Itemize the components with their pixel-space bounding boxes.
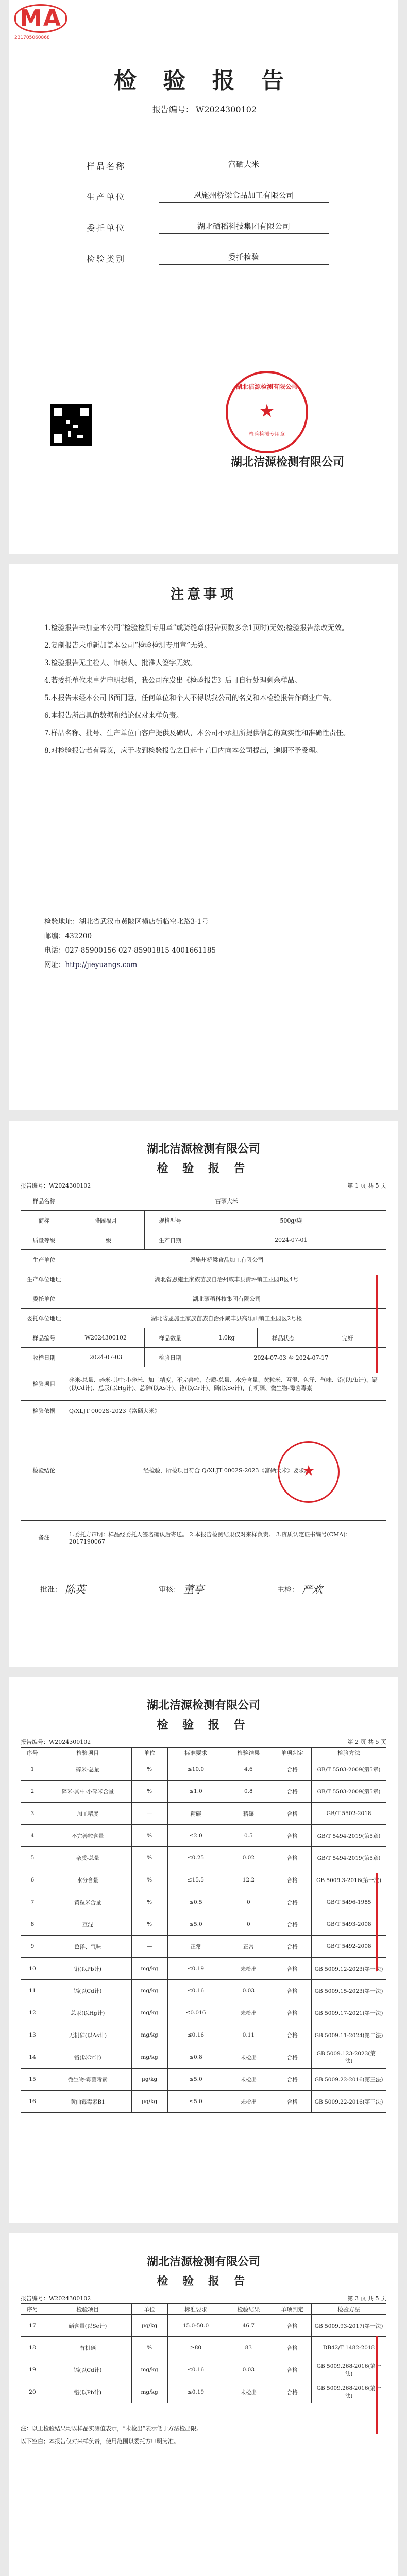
cell-value: 恩施州桥梁食品加工有限公司 bbox=[67, 1250, 386, 1269]
company-name: 湖北洁源检测有限公司 bbox=[146, 1699, 260, 1712]
cell-value: 湖北省恩施土家族苗族自治州咸丰县高乐山镇工业园区2号楼 bbox=[67, 1309, 386, 1328]
review-signature: 董亭 bbox=[183, 1583, 204, 1596]
web-label: 网址： bbox=[44, 961, 65, 969]
col-header: 检验结果 bbox=[224, 1748, 273, 1758]
table-row bbox=[21, 2024, 386, 2046]
cma-number: 231705060868 bbox=[14, 35, 50, 40]
table-cell: % bbox=[131, 1869, 167, 1891]
table-cell: 11 bbox=[21, 1980, 44, 2002]
table-cell: ≤0.16 bbox=[167, 2359, 224, 2381]
table-cell: μg/kg bbox=[131, 2315, 167, 2337]
table-cell: GB/T 5492-2008 bbox=[312, 1936, 386, 1958]
table-cell: GB/T 5502-2018 bbox=[312, 1803, 386, 1825]
table-row bbox=[21, 2046, 386, 2069]
cell-label: 生产单位 bbox=[21, 1250, 67, 1269]
table-cell: ≤1.0 bbox=[167, 1781, 224, 1803]
table-cell: GB 5009.268-2016(第一法) bbox=[312, 2359, 386, 2381]
report-header bbox=[21, 1738, 386, 1746]
note-item: 6.本报告所出具的数据和结论仅对来样负责。 bbox=[44, 711, 183, 720]
table-cell: ≤0.16 bbox=[167, 2024, 224, 2046]
table-cell: GB 5009.123-2023(第一法) bbox=[312, 2046, 386, 2069]
table-cell: % bbox=[131, 1913, 167, 1936]
table-cell: 黄曲霉毒素B1 bbox=[44, 2091, 131, 2113]
report-info-page bbox=[9, 1121, 398, 1667]
table-cell: 合格 bbox=[273, 2381, 312, 2403]
table-cell: 83 bbox=[224, 2337, 273, 2359]
note-item: 7.样品名称、批号、生产单位由客户提供及确认，本公司不承担所提供信息的真实性和准确性责任。 bbox=[44, 729, 350, 737]
phone-label: 电话： bbox=[44, 946, 65, 955]
table-cell: 6 bbox=[21, 1869, 44, 1891]
table-cell: mg/kg bbox=[131, 2002, 167, 2024]
issuer-name: 湖北洁源检测有限公司 bbox=[231, 455, 345, 469]
table-cell: 黄粒米含量 bbox=[44, 1891, 131, 1913]
table-cell: 有机硒 bbox=[44, 2337, 131, 2359]
table-cell: mg/kg bbox=[131, 1980, 167, 2002]
table-cell: GB/T 5503-2009(第5章) bbox=[312, 1781, 386, 1803]
notes-title: 注意事项 bbox=[170, 587, 236, 602]
table-cell: 合格 bbox=[273, 1891, 312, 1913]
conclusion-seal: ★ bbox=[278, 1441, 340, 1503]
table-row bbox=[21, 2091, 386, 2113]
table-cell: GB 5009.12-2023(第一法) bbox=[312, 1958, 386, 1980]
table-cell: 硒含量(以Se计) bbox=[44, 2315, 131, 2337]
table-cell: GB 5009.3-2016(第一法) bbox=[312, 1869, 386, 1891]
report-title: 检 验 报 告 bbox=[157, 1718, 250, 1732]
table-cell: 未检出 bbox=[224, 2046, 273, 2069]
report-number-label: 报告编号： bbox=[152, 105, 194, 114]
table-cell: μg/kg bbox=[131, 2069, 167, 2091]
approve-signature: 陈英 bbox=[65, 1583, 86, 1596]
cell-label: 商标 bbox=[21, 1211, 67, 1230]
table-cell: 12 bbox=[21, 2002, 44, 2024]
table-cell: GB/T 5494-2019(第5章) bbox=[312, 1847, 386, 1869]
table-cell: GB 5009.22-2016(第三法) bbox=[312, 2069, 386, 2091]
cma-logo bbox=[14, 4, 75, 42]
field-producer bbox=[87, 185, 344, 206]
postcode-label: 邮编： bbox=[44, 932, 65, 940]
table-cell: 正常 bbox=[224, 1936, 273, 1958]
table-cell: 杂质-总量 bbox=[44, 1847, 131, 1869]
results-table bbox=[21, 2303, 386, 2403]
col-header: 标准要求 bbox=[167, 1748, 224, 1758]
table-cell: 铅(以Pb计) bbox=[44, 2381, 131, 2403]
table-cell: 合格 bbox=[273, 1781, 312, 1803]
table-cell: 0.11 bbox=[224, 2024, 273, 2046]
table-row bbox=[21, 1847, 386, 1869]
table-cell: 合格 bbox=[273, 1869, 312, 1891]
conclusion-cell bbox=[67, 1420, 386, 1521]
table-cell: % bbox=[131, 1847, 167, 1869]
note-item: 3.检验报告无主检人、审核人、批准人签字无效。 bbox=[44, 659, 197, 667]
table-cell: 正常 bbox=[167, 1936, 224, 1958]
results-remark: 注：以上检验结果均以样品实测值表示，“未检出”表示低于方法检出限。 bbox=[21, 2425, 202, 2432]
table-cell: 0 bbox=[224, 1913, 273, 1936]
table-cell: 合格 bbox=[273, 2046, 312, 2069]
cell-value: 2024-07-01 bbox=[196, 1230, 386, 1250]
table-row bbox=[21, 1958, 386, 1980]
page-number: 第 3 页 共 5 页 bbox=[347, 2295, 386, 2302]
table-cell: 15.0-50.0 bbox=[167, 2315, 224, 2337]
table-cell: mg/kg bbox=[131, 2381, 167, 2403]
table-cell: 9 bbox=[21, 1936, 44, 1958]
table-cell: ≤0.016 bbox=[167, 2002, 224, 2024]
main-label: 主检： bbox=[277, 1586, 299, 1594]
table-cell: GB 5009.22-2016(第三法) bbox=[312, 2091, 386, 2113]
table-cell: 17 bbox=[21, 2315, 44, 2337]
postcode-value: 432200 bbox=[65, 932, 92, 940]
table-cell: 合格 bbox=[273, 1980, 312, 2002]
table-cell: 0 bbox=[224, 1891, 273, 1913]
col-header: 检验项目 bbox=[44, 1748, 131, 1758]
table-cell: 不完善粒含量 bbox=[44, 1825, 131, 1847]
cell-label: 检验依据 bbox=[21, 1401, 67, 1420]
table-cell: ≤0.8 bbox=[167, 2046, 224, 2069]
cell-value: 一级 bbox=[67, 1230, 144, 1250]
table-cell: ≤0.19 bbox=[167, 1958, 224, 1980]
table-cell: 未检出 bbox=[224, 2069, 273, 2091]
table-cell: 8 bbox=[21, 1913, 44, 1936]
table-cell: GB 5009.17-2021(第一法) bbox=[312, 2002, 386, 2024]
table-cell: 未检出 bbox=[224, 2381, 273, 2403]
table-cell: GB 5009.11-2024(第二法) bbox=[312, 2024, 386, 2046]
cell-label: 样品编号 bbox=[21, 1328, 67, 1348]
report-number-value: W2024300102 bbox=[195, 105, 257, 114]
table-row bbox=[21, 1891, 386, 1913]
table-row bbox=[21, 2002, 386, 2024]
table-cell: ≤0.16 bbox=[167, 1980, 224, 2002]
address-value: 湖北省武汉市黄陂区横店街临空北路3-1号 bbox=[79, 918, 209, 926]
report-title: 检 验 报 告 bbox=[157, 1162, 250, 1175]
table-cell: GB 5009.15-2023(第一法) bbox=[312, 1980, 386, 2002]
cell-label: 生产单位地址 bbox=[21, 1269, 67, 1289]
table-cell: 碎米-总量 bbox=[44, 1758, 131, 1781]
table-row bbox=[21, 2359, 386, 2381]
table-row bbox=[21, 1936, 386, 1958]
table-cell: GB 5009.268-2016(第一法) bbox=[312, 2381, 386, 2403]
table-cell: mg/kg bbox=[131, 1958, 167, 1980]
table-cell: % bbox=[131, 1781, 167, 1803]
col-header: 序号 bbox=[21, 2304, 44, 2315]
table-cell: 精碾 bbox=[224, 1803, 273, 1825]
table-cell: mg/kg bbox=[131, 2046, 167, 2069]
note-item: 2.复制报告未重新加盖本公司“检验检测专用章”无效。 bbox=[44, 641, 211, 650]
conclusion-text: 经检验，所检项目符合 Q/XLJT 0002S-2023《富硒大米》要求。 bbox=[143, 1467, 310, 1474]
page-number: 第 1 页 共 5 页 bbox=[347, 1182, 386, 1189]
col-header: 检验方法 bbox=[312, 1748, 386, 1758]
field-sample-name bbox=[87, 155, 344, 175]
table-cell: 0.5 bbox=[224, 1825, 273, 1847]
address-label: 检验地址： bbox=[44, 918, 79, 926]
table-cell: 铬(以Cr计) bbox=[44, 2046, 131, 2069]
table-cell: ≤2.0 bbox=[167, 1825, 224, 1847]
main-signature: 严欢 bbox=[302, 1583, 323, 1596]
table-cell: μg/kg bbox=[131, 2091, 167, 2113]
table-cell: 碎米-其中:小碎米含量 bbox=[44, 1781, 131, 1803]
review-label: 审核： bbox=[159, 1586, 180, 1594]
table-cell: ≤5.0 bbox=[167, 2069, 224, 2091]
cell-label: 质量等级 bbox=[21, 1230, 67, 1250]
cell-label: 检验项目 bbox=[21, 1367, 67, 1401]
cell-value: W2024300102 bbox=[67, 1328, 144, 1348]
side-seal bbox=[376, 1275, 402, 1373]
cell-label: 收样日期 bbox=[21, 1348, 67, 1367]
seal-text: 湖北洁源检测有限公司 bbox=[235, 383, 298, 391]
web-line bbox=[44, 958, 364, 972]
col-header: 序号 bbox=[21, 1748, 44, 1758]
side-seal bbox=[376, 2336, 402, 2434]
table-cell: 12.2 bbox=[224, 1869, 273, 1891]
cell-value: 湖北硒稻科技集团有限公司 bbox=[67, 1289, 386, 1309]
table-row bbox=[21, 1781, 386, 1803]
table-cell: ≤10.0 bbox=[167, 1758, 224, 1781]
cma-mark: MA bbox=[14, 4, 67, 33]
cell-value: 富硒大米 bbox=[67, 1191, 386, 1211]
phone-line bbox=[44, 943, 364, 958]
report-header bbox=[21, 1181, 386, 1190]
cell-label: 委托单位地址 bbox=[21, 1309, 67, 1328]
table-cell: 4.6 bbox=[224, 1758, 273, 1781]
table-cell: 1 bbox=[21, 1758, 44, 1781]
field-value: 恩施州桥梁食品加工有限公司 bbox=[159, 190, 329, 203]
table-header-row bbox=[21, 1748, 386, 1758]
note-item: 1.检验报告未加盖本公司“检验检测专用章”或骑缝章(报告页数多余1页时)无效;检验报告涂改无效。 bbox=[44, 624, 349, 632]
table-cell: 0.03 bbox=[224, 1980, 273, 2002]
table-header-row bbox=[21, 2304, 386, 2315]
col-header: 单项判定 bbox=[273, 2304, 312, 2315]
table-cell: 合格 bbox=[273, 2002, 312, 2024]
table-cell: 镉(以Cd计) bbox=[44, 2359, 131, 2381]
table-cell: 合格 bbox=[273, 2337, 312, 2359]
table-cell: % bbox=[131, 1891, 167, 1913]
table-cell: 4 bbox=[21, 1825, 44, 1847]
col-header: 检验结果 bbox=[224, 2304, 273, 2315]
table-cell: 46.7 bbox=[224, 2315, 273, 2337]
postcode-line bbox=[44, 929, 364, 943]
table-cell: 合格 bbox=[273, 1913, 312, 1936]
table-cell: 7 bbox=[21, 1891, 44, 1913]
table-cell: 未检出 bbox=[224, 2091, 273, 2113]
company-name: 湖北洁源检测有限公司 bbox=[146, 1142, 260, 1156]
col-header: 单位 bbox=[131, 2304, 167, 2315]
table-cell: 无机砷(以As计) bbox=[44, 2024, 131, 2046]
table-cell: 未检出 bbox=[224, 1958, 273, 1980]
cell-value: 1.委托方声明：样品经委托人签名确认后寄送。 2.本报告检测结果仅对来样负责。 3.资质认定证书编号(CMA)：2017190067 bbox=[67, 1521, 386, 1554]
table-cell: ≤5.0 bbox=[167, 2091, 224, 2113]
table-cell: 合格 bbox=[273, 1847, 312, 1869]
notes-list bbox=[44, 621, 364, 761]
report-header bbox=[21, 2294, 386, 2302]
table-cell: 合格 bbox=[273, 2359, 312, 2381]
table-cell: 水分含量 bbox=[44, 1869, 131, 1891]
table-row bbox=[21, 1758, 386, 1781]
table-cell: — bbox=[131, 1803, 167, 1825]
table-cell: 16 bbox=[21, 2091, 44, 2113]
col-header: 标准要求 bbox=[167, 2304, 224, 2315]
table-cell: 镉(以Cd计) bbox=[44, 1980, 131, 2002]
cell-value: 隆阔福月 bbox=[67, 1211, 144, 1230]
table-cell: 合格 bbox=[273, 2024, 312, 2046]
table-cell: 19 bbox=[21, 2359, 44, 2381]
cell-value: 碎米-总量、碎米-其中:小碎米、加工精度、不完善粒、杂质-总量、水分含量、黄粒米、互混、色泽、气味、铅(以Pb计)、镉(以Cd计)、总汞(以Hg计)、总砷(以As计)、铬(以Cr计)、硒(以Se计)、有机硒、微生物-霉菌毒素 bbox=[67, 1367, 386, 1401]
table-cell: ≤0.19 bbox=[167, 2381, 224, 2403]
cell-label: 备注 bbox=[21, 1521, 67, 1554]
cell-value: 2024-07-03 bbox=[67, 1348, 144, 1367]
phone-value: 027-85900156 027-85901815 4001661185 bbox=[65, 946, 216, 955]
cell-label: 样品状态 bbox=[258, 1328, 309, 1348]
table-cell: — bbox=[131, 1936, 167, 1958]
cell-label: 样品名称 bbox=[21, 1191, 67, 1211]
table-cell: GB/T 5496-1985 bbox=[312, 1891, 386, 1913]
table-cell: GB/T 5503-2009(第5章) bbox=[312, 1758, 386, 1781]
table-cell: 0.02 bbox=[224, 1847, 273, 1869]
cell-value: 2024-07-03 至 2024-07-17 bbox=[196, 1348, 386, 1367]
notes-page bbox=[9, 564, 398, 1110]
table-cell: 18 bbox=[21, 2337, 44, 2359]
table-cell: 5 bbox=[21, 1847, 44, 1869]
table-cell: 3 bbox=[21, 1803, 44, 1825]
seal-sub: 检验检测专用章 bbox=[249, 432, 285, 437]
report-no: 报告编号：W2024300102 bbox=[21, 1739, 91, 1745]
report-title: 检 验 报 告 bbox=[157, 2275, 250, 2288]
table-row bbox=[21, 2337, 386, 2359]
report-no: 报告编号：W2024300102 bbox=[21, 2295, 91, 2302]
cell-label: 委托单位 bbox=[21, 1289, 67, 1309]
table-cell: 合格 bbox=[273, 1803, 312, 1825]
table-cell: 合格 bbox=[273, 1758, 312, 1781]
table-row bbox=[21, 1825, 386, 1847]
table-cell: mg/kg bbox=[131, 2024, 167, 2046]
results-table bbox=[21, 1747, 386, 2113]
col-header: 单位 bbox=[131, 1748, 167, 1758]
info-table bbox=[21, 1191, 386, 1554]
col-header: 单项判定 bbox=[273, 1748, 312, 1758]
table-row bbox=[21, 2069, 386, 2091]
field-label: 委托单位 bbox=[87, 223, 126, 233]
contact-block bbox=[44, 914, 364, 972]
table-cell: GB/T 5494-2019(第5章) bbox=[312, 1825, 386, 1847]
table-cell: 2 bbox=[21, 1781, 44, 1803]
table-cell: 0.8 bbox=[224, 1781, 273, 1803]
report-number bbox=[9, 103, 398, 115]
page-number: 第 2 页 共 5 页 bbox=[347, 1739, 386, 1745]
cell-label: 规格型号 bbox=[144, 1211, 196, 1230]
report-no: 报告编号：W2024300102 bbox=[21, 1182, 91, 1189]
table-cell: 13 bbox=[21, 2024, 44, 2046]
table-row bbox=[21, 1869, 386, 1891]
cell-value: Q/XLJT 0002S-2023《富硒大米》 bbox=[67, 1401, 386, 1420]
field-label: 生产单位 bbox=[87, 192, 126, 202]
blank-below-note: 以下空白；本报告仅对来样负责，使用范围以委托方申明为准。 bbox=[21, 2438, 179, 2445]
signature-row bbox=[40, 1584, 370, 1605]
side-seal bbox=[376, 1873, 402, 1971]
cell-value: 500g/袋 bbox=[196, 1211, 386, 1230]
cell-value: 完好 bbox=[309, 1328, 386, 1348]
table-cell: 15 bbox=[21, 2069, 44, 2091]
table-cell: 加工精度 bbox=[44, 1803, 131, 1825]
table-row bbox=[21, 2381, 386, 2403]
cell-label: 检验日期 bbox=[144, 1348, 196, 1367]
table-cell: 色泽、气味 bbox=[44, 1936, 131, 1958]
page-title: 检 验 报 告 bbox=[114, 67, 293, 94]
table-cell: 合格 bbox=[273, 1936, 312, 1958]
table-cell: % bbox=[131, 1758, 167, 1781]
table-cell: % bbox=[131, 1825, 167, 1847]
address-line bbox=[44, 914, 364, 929]
table-cell: 总汞(以Hg计) bbox=[44, 2002, 131, 2024]
table-row bbox=[21, 1913, 386, 1936]
table-cell: 未检出 bbox=[224, 2002, 273, 2024]
web-link[interactable]: http://jieyuangs.com bbox=[65, 961, 138, 969]
cell-label: 样品数量 bbox=[144, 1328, 196, 1348]
table-row bbox=[21, 1803, 386, 1825]
table-cell: DB42/T 1482-2018 bbox=[312, 2337, 386, 2359]
cover-page bbox=[9, 0, 398, 554]
cell-value: 1.0kg bbox=[196, 1328, 258, 1348]
note-item: 8.对检验报告若有异议，应于收到检验报告之日起十五日内向本公司提出，逾期不予受理。 bbox=[44, 747, 323, 755]
field-label: 检验类别 bbox=[87, 254, 126, 264]
table-cell: 铅(以Pb计) bbox=[44, 1958, 131, 1980]
company-seal: ★ 湖北洁源检测有限公司 检验检测专用章 bbox=[226, 371, 308, 453]
table-cell: 20 bbox=[21, 2381, 44, 2403]
table-cell: 0.03 bbox=[224, 2359, 273, 2381]
cell-label: 检验结论 bbox=[21, 1420, 67, 1521]
table-cell: GB 5009.93-2017(第一法) bbox=[312, 2315, 386, 2337]
table-cell: 14 bbox=[21, 2046, 44, 2069]
note-item: 5.本报告未经本公司书面同意，任何单位和个人不得以我公司的名义和本检验报告作商业广告。 bbox=[44, 694, 336, 702]
cell-label: 生产日期 bbox=[144, 1230, 196, 1250]
table-row bbox=[21, 1980, 386, 2002]
results-page-2 bbox=[9, 2233, 398, 2576]
qr-code[interactable] bbox=[50, 404, 92, 446]
approve-label: 批准： bbox=[40, 1586, 62, 1594]
table-cell: ≤0.25 bbox=[167, 1847, 224, 1869]
table-cell: ≤15.5 bbox=[167, 1869, 224, 1891]
table-cell: 精碾 bbox=[167, 1803, 224, 1825]
table-cell: 互混 bbox=[44, 1913, 131, 1936]
table-cell: 合格 bbox=[273, 1825, 312, 1847]
company-name: 湖北洁源检测有限公司 bbox=[146, 2255, 260, 2268]
table-cell: 合格 bbox=[273, 2091, 312, 2113]
table-cell: % bbox=[131, 2337, 167, 2359]
field-label: 样品名称 bbox=[87, 161, 126, 171]
results-page-1 bbox=[9, 1677, 398, 2223]
col-header: 检验项目 bbox=[44, 2304, 131, 2315]
table-cell: GB/T 5493-2008 bbox=[312, 1913, 386, 1936]
table-cell: 合格 bbox=[273, 2315, 312, 2337]
table-cell: ≥80 bbox=[167, 2337, 224, 2359]
col-header: 检验方法 bbox=[312, 2304, 386, 2315]
table-cell: 合格 bbox=[273, 1958, 312, 1980]
cell-value: 湖北省恩施土家族苗族自治州咸丰县清坪镇工业园B区4号 bbox=[67, 1269, 386, 1289]
table-cell: mg/kg bbox=[131, 2359, 167, 2381]
note-item: 4.若委托单位未事先申明提料，我公司在发出《检验报告》后可自行处理剩余样品。 bbox=[44, 676, 301, 685]
table-row bbox=[21, 2315, 386, 2337]
table-cell: 合格 bbox=[273, 2069, 312, 2091]
field-value: 委托检验 bbox=[159, 251, 329, 265]
field-category bbox=[87, 247, 344, 268]
field-value: 富硒大米 bbox=[159, 159, 329, 172]
field-client bbox=[87, 216, 344, 237]
table-cell: ≤0.5 bbox=[167, 1891, 224, 1913]
field-value: 湖北硒稻科技集团有限公司 bbox=[159, 221, 329, 234]
table-cell: 微生物-霉菌毒素 bbox=[44, 2069, 131, 2091]
table-cell: 10 bbox=[21, 1958, 44, 1980]
table-cell: ≤5.0 bbox=[167, 1913, 224, 1936]
